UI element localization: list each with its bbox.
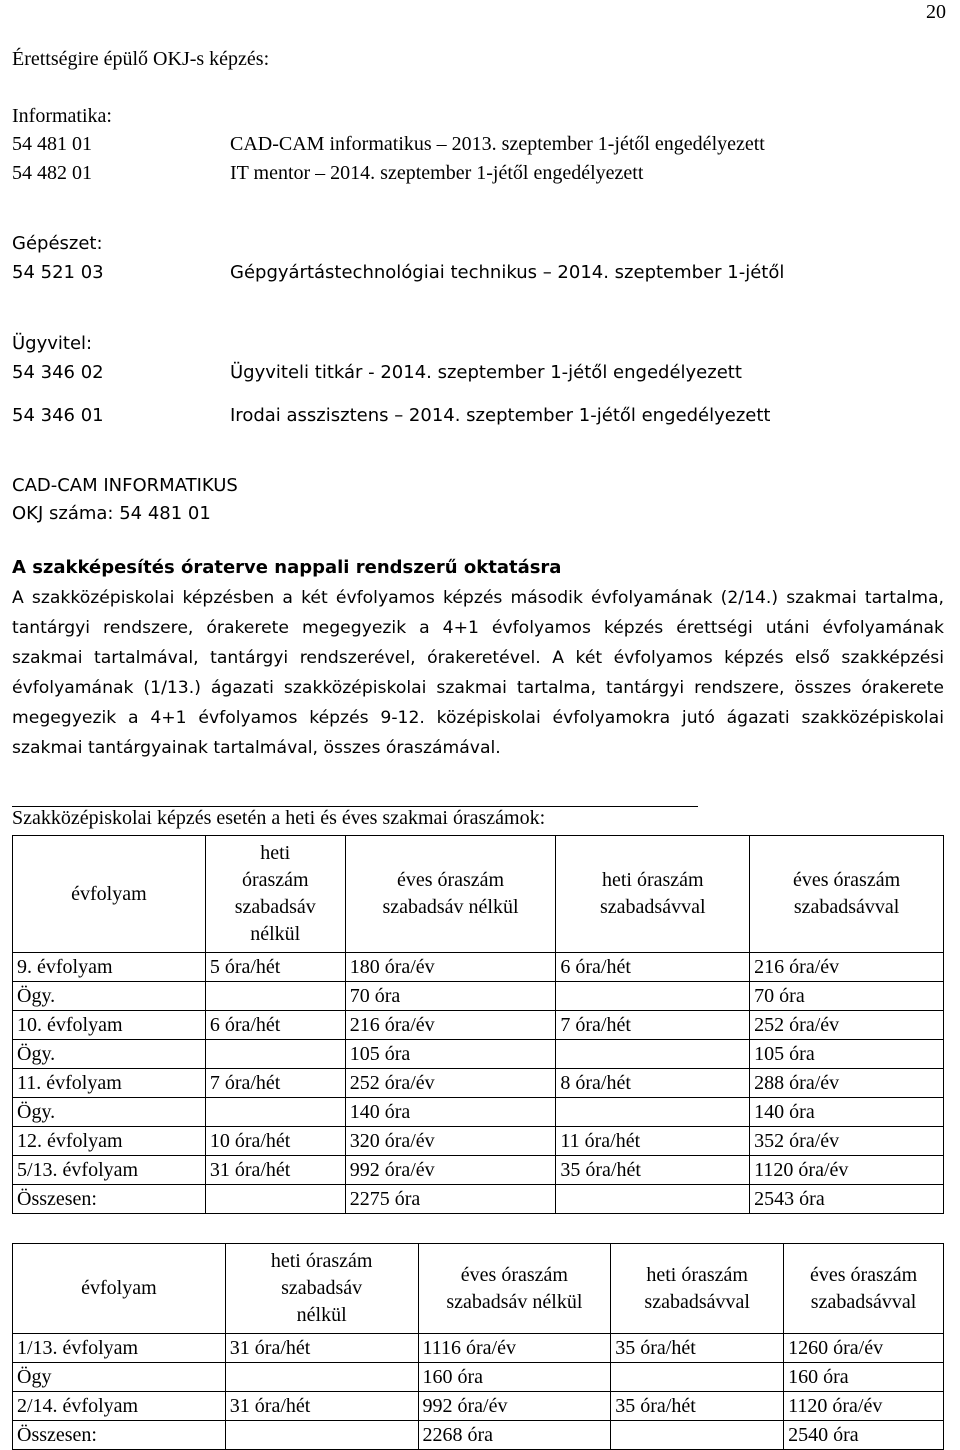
table-cell: 5/13. évfolyam xyxy=(13,1156,206,1185)
table-cell: Ögy. xyxy=(13,1040,206,1069)
okj-description: Ügyviteli titkár - 2014. szeptember 1-jétől engedélyezett xyxy=(230,362,742,383)
table-row xyxy=(13,982,944,1011)
table-cell xyxy=(205,1185,345,1214)
table-cell: 992 óra/év xyxy=(345,1156,556,1185)
table-cell: 31 óra/hét xyxy=(205,1156,345,1185)
table-cell: 35 óra/hét xyxy=(611,1392,784,1421)
table-cell: 140 óra xyxy=(345,1098,556,1127)
table-cell xyxy=(556,982,750,1011)
table-cell xyxy=(205,1098,345,1127)
okj-code: 54 481 01 xyxy=(12,133,92,155)
plan-heading: A szakképesítés óraterve nappali rendszerű oktatásra xyxy=(12,557,562,578)
table-row xyxy=(13,1363,944,1392)
table-cell: 31 óra/hét xyxy=(225,1334,418,1363)
okj-code: 54 482 01 xyxy=(12,162,92,184)
okj-description-bold: Irodai asszisztens xyxy=(230,405,389,426)
table-cell: Ögy xyxy=(13,1363,226,1392)
table-cell: 6 óra/hét xyxy=(205,1011,345,1040)
table-cell: 288 óra/év xyxy=(750,1069,944,1098)
okj-description: IT mentor – 2014. szeptember 1-jétől engedélyezett xyxy=(230,162,644,184)
table-cell xyxy=(225,1421,418,1450)
column-header: heti óraszám szabadsáv nélkül xyxy=(225,1244,418,1334)
table-row xyxy=(13,1334,944,1363)
table-row xyxy=(13,1011,944,1040)
table-cell: 2275 óra xyxy=(345,1185,556,1214)
okj-code: 54 521 03 xyxy=(12,262,104,283)
table-cell: 5 óra/hét xyxy=(205,953,345,982)
table-cell: 8 óra/hét xyxy=(556,1069,750,1098)
table-cell: 7 óra/hét xyxy=(556,1011,750,1040)
table-row xyxy=(13,1392,944,1421)
table-cell: 180 óra/év xyxy=(345,953,556,982)
caption-underline xyxy=(12,806,698,807)
table-cell: 352 óra/év xyxy=(750,1127,944,1156)
okj-description xyxy=(230,404,770,428)
okj-number: OKJ száma: 54 481 01 xyxy=(12,503,211,524)
table-cell: 216 óra/év xyxy=(345,1011,556,1040)
table-cell: 252 óra/év xyxy=(345,1069,556,1098)
table-row xyxy=(13,1156,944,1185)
okj-description: Gépgyártástechnológiai technikus – 2014. szeptember 1-jétől xyxy=(230,262,785,283)
table-cell: 140 óra xyxy=(750,1098,944,1127)
table-cell: 10. évfolyam xyxy=(13,1011,206,1040)
table-cell: Összesen: xyxy=(13,1185,206,1214)
okj-code: 54 346 01 xyxy=(12,405,104,426)
table-cell: 2543 óra xyxy=(750,1185,944,1214)
table-cell: 35 óra/hét xyxy=(611,1334,784,1363)
table-cell: 1260 óra/év xyxy=(784,1334,944,1363)
table-cell: Ögy. xyxy=(13,1098,206,1127)
table-cell: 160 óra xyxy=(418,1363,611,1392)
hours-table xyxy=(12,835,944,1214)
column-header: heti óraszám szabadsávval xyxy=(556,836,750,953)
column-header: éves óraszám szabadsávval xyxy=(750,836,944,953)
table-row xyxy=(13,1040,944,1069)
okj-code: 54 346 02 xyxy=(12,362,104,383)
table-cell: 7 óra/hét xyxy=(205,1069,345,1098)
table-cell: 2/14. évfolyam xyxy=(13,1392,226,1421)
table-cell: 12. évfolyam xyxy=(13,1127,206,1156)
table-caption: Szakközépiskolai képzés esetén a heti és éves szakmai óraszámok: xyxy=(12,807,546,829)
table-cell: 10 óra/hét xyxy=(205,1127,345,1156)
table-cell: 6 óra/hét xyxy=(556,953,750,982)
table-cell xyxy=(556,1098,750,1127)
table-header-row xyxy=(13,836,944,953)
table-cell: 320 óra/év xyxy=(345,1127,556,1156)
group-title-informatika: Informatika: xyxy=(12,105,112,127)
table-cell: 252 óra/év xyxy=(750,1011,944,1040)
table-row xyxy=(13,1421,944,1450)
column-header: éves óraszám szabadsávval xyxy=(784,1244,944,1334)
table-cell xyxy=(205,1040,345,1069)
table-cell: 70 óra xyxy=(750,982,944,1011)
table-cell: 1120 óra/év xyxy=(750,1156,944,1185)
table-cell: 1120 óra/év xyxy=(784,1392,944,1421)
column-header: évfolyam xyxy=(13,836,206,953)
column-header: éves óraszám szabadsáv nélkül xyxy=(345,836,556,953)
okj-description-rest: – 2014. szeptember 1-jétől engedélyezett xyxy=(388,405,771,426)
group-title-ugyvitel: Ügyvitel: xyxy=(12,333,93,354)
table-cell: 160 óra xyxy=(784,1363,944,1392)
table-row xyxy=(13,1098,944,1127)
section-heading: Érettségire épülő OKJ-s képzés: xyxy=(12,48,270,70)
table-cell: 105 óra xyxy=(750,1040,944,1069)
table-row xyxy=(13,1127,944,1156)
cadcam-title: CAD-CAM INFORMATIKUS xyxy=(12,475,238,496)
table-cell: 992 óra/év xyxy=(418,1392,611,1421)
column-header: évfolyam xyxy=(13,1244,226,1334)
table-cell: 105 óra xyxy=(345,1040,556,1069)
hours-table-2 xyxy=(12,1243,944,1450)
table-row xyxy=(13,953,944,982)
table-cell: 70 óra xyxy=(345,982,556,1011)
table-cell: 2540 óra xyxy=(784,1421,944,1450)
table-row xyxy=(13,1069,944,1098)
table-cell: 11 óra/hét xyxy=(556,1127,750,1156)
group-title-gepeszet: Gépészet: xyxy=(12,233,103,254)
table-cell xyxy=(205,982,345,1011)
table-cell xyxy=(225,1363,418,1392)
table-cell: 11. évfolyam xyxy=(13,1069,206,1098)
table-cell xyxy=(556,1040,750,1069)
okj-description: CAD-CAM informatikus – 2013. szeptember 1-jétől engedélyezett xyxy=(230,133,765,155)
table-cell: Összesen: xyxy=(13,1421,226,1450)
table-row xyxy=(13,1185,944,1214)
plan-paragraph: A szakközépiskolai képzésben a két évfolyamos képzés második évfolyamának (2/14.) szakmai tartalma, tantárgyi rendszere, órakerete megegyezik a 4+1 évfolyamos képzés érettségi utáni évfolyamának szakmai tartalmával, tantárgyi rendszerével, órakeretével. A két évfolyamos képzés első szakképzési évfolyamának (1/13.) ágazati szakközépiskolai szakmai tartalma, tantárgyi rendszere, összes órakerete megegyezik a 4+1 évfolyamos képzés 9-12. középiskolai évfolyamokra jutó ágazati szakközépiskolai szakmai tantárgyainak tartalmával, összes óraszámával. xyxy=(12,588,944,758)
table-cell xyxy=(556,1185,750,1214)
table-cell: 216 óra/év xyxy=(750,953,944,982)
column-header: heti óraszám szabadsáv nélkül xyxy=(205,836,345,953)
table-cell: 1116 óra/év xyxy=(418,1334,611,1363)
table-cell: Ögy. xyxy=(13,982,206,1011)
column-header: éves óraszám szabadsáv nélkül xyxy=(418,1244,611,1334)
table-cell xyxy=(611,1363,784,1392)
table-cell: 9. évfolyam xyxy=(13,953,206,982)
table-cell: 35 óra/hét xyxy=(556,1156,750,1185)
table-cell xyxy=(611,1421,784,1450)
table-header-row xyxy=(13,1244,944,1334)
page-number: 20 xyxy=(926,1,946,23)
table-cell: 31 óra/hét xyxy=(225,1392,418,1421)
column-header: heti óraszám szabadsávval xyxy=(611,1244,784,1334)
table-cell: 2268 óra xyxy=(418,1421,611,1450)
table-cell: 1/13. évfolyam xyxy=(13,1334,226,1363)
